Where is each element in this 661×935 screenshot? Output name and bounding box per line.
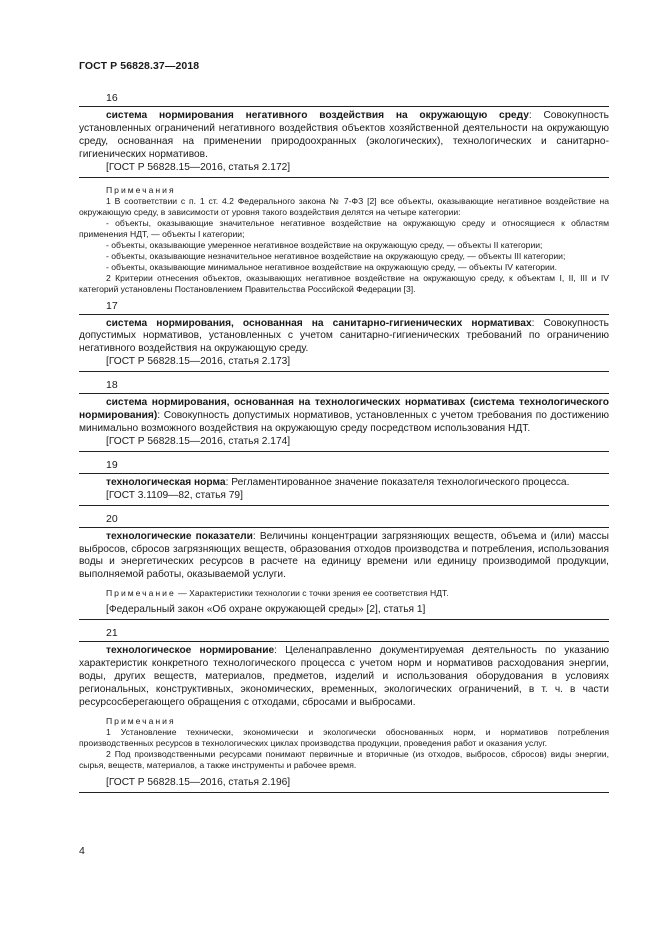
term-name: система нормирования, основанная на санитарно-гигиенических нормативах	[106, 317, 532, 329]
term-definition	[79, 645, 609, 710]
note-text: — Характеристики технологии с точки зрения ее соответствия НДТ.	[175, 588, 449, 599]
definition-text: : Регламентированное значение показателя технологического процесса.	[225, 476, 570, 488]
term-entry	[79, 393, 609, 452]
term-name: технологическая норма	[106, 476, 226, 488]
term-source: [ГОСТ Р 56828.15—2016, статья 2.196]	[106, 776, 291, 788]
note-line: - объекты, оказывающие значительное негативное воздействие на окружающую среду и относящиеся к областям применения НДТ, — объекты I категории;	[79, 217, 609, 239]
note-heading: Примечание	[106, 588, 176, 599]
term-source: [ГОСТ Р 56828.15—2016, статья 2.173]	[106, 356, 291, 368]
term-source: [Федеральный закон «Об охране окружающей среды» [2], статья 1]	[106, 604, 426, 616]
term-name: система нормирования негативного воздействия на окружающую среду	[106, 110, 529, 121]
notes-heading: Примечания	[106, 715, 176, 726]
page-number: 4	[79, 845, 85, 857]
note-line: - объекты, оказывающие незначительное негативное воздействие на окружающую среду, — объекты III категории;	[106, 250, 566, 261]
term-definition	[79, 397, 609, 436]
term-name: система нормирования, основанная на технологических нормативах (система технологического нормирования)	[79, 397, 609, 422]
note-line: - объекты, оказывающие умеренное негативное воздействие на окружающую среду, — объекты II категории;	[106, 239, 543, 250]
note-line: 1 Установление технически, экономически и экологически обоснованных норм, и нормативов потребления производственных ресурсов в технологических циклах производства продукции, проведения работ и оказания услуг.	[79, 726, 609, 748]
entry-number: 21	[106, 627, 118, 640]
note-line: 1 В соответствии с п. 1 ст. 4.2 Федерального закона № 7-ФЗ [2] все объекты, оказывающие негативное воздействие на окружающую среду, в зависимости от уровня такого воздействия делятся на четыре категории:	[79, 195, 609, 217]
term-entry	[79, 106, 609, 178]
definition-text: : Совокупность допустимых нормативов, установленных с учетом требования по достижению минимально возможного воздействия на окружающую среду посредством использования НДТ.	[79, 410, 609, 434]
entry-number: 19	[106, 458, 118, 471]
term-name: технологическое нормирование	[106, 645, 275, 657]
term-name: технологические показатели	[106, 530, 253, 542]
term-definition	[79, 531, 609, 583]
definition-text: : Величины концентрации загрязняющих веществ, объема и (или) массы выбросов, сбросов загрязняющих веществ, образования отходов производства и потребления, использования воды и энергетических ресурсов в расчете на единицу времени или единицу производимой продукции, выполняемой работы, оказываемой услуги.	[79, 530, 609, 581]
term-definition	[79, 318, 609, 357]
document-header: ГОСТ Р 56828.37—2018	[79, 60, 200, 72]
note-line	[79, 588, 609, 599]
term-source: [ГОСТ Р 56828.15—2016, статья 2.174]	[106, 435, 291, 447]
definition-text: : Совокупность установленных ограничений негативного воздействия объектов хозяйственной деятельности на окружающую среду, основанная на применении природоохранных (экологических), технологических и санитарно-гигиенических нормативов.	[79, 110, 609, 160]
definition-text: : Целенаправленно документируемая деятельность по указанию характеристик конкретного технологического процесса с учетом норм и нормативов расходования энергии, воды, других веществ, материалов, предметов, изделий и использования оборудования в условиях региональных, конструктивных, экономических, временных, экологических ограничений, в т. ч. в части ресурсосберегающего обращения с отходами, сбросами и выбросами.	[79, 645, 609, 708]
note-line: 2 Под производственными ресурсами понимают первичные и вторичные (из отходов, выбросов, сбросов) виды энергии, сырья, веществ, материалов, а также инструменты и рабочее время.	[79, 748, 609, 770]
notes-heading: Примечания	[106, 184, 176, 195]
term-source: [ГОСТ Р 56828.15—2016, статья 2.172]	[106, 161, 291, 173]
term-source: [ГОСТ 3.1109—82, статья 79]	[106, 489, 243, 501]
note-line: - объекты, оказывающие минимальное негативное воздействие на окружающую среду, — объекты IV категории.	[106, 261, 558, 272]
term-entry	[79, 473, 609, 506]
entry-number: 20	[106, 512, 118, 525]
term-entry	[79, 314, 609, 373]
note-line: 2 Критерии отнесения объектов, оказывающих негативное воздействие на окружающую среду, к объектам I, II, III и IV категорий установлены Постановлением Правительства Российской Федерации [3].	[79, 272, 609, 294]
term-entry	[79, 641, 609, 792]
definition-text: : Совокупность допустимых нормативов, установленных с учетом санитарно-гигиенических требований по ограничению негативного воздействия на окружающую среду.	[79, 317, 609, 355]
entry-number: 16	[106, 92, 118, 104]
term-definition	[79, 110, 609, 162]
document-content	[79, 92, 609, 800]
term-definition	[79, 477, 609, 490]
entry-number: 18	[106, 379, 118, 392]
term-entry	[79, 527, 609, 621]
entry-number: 17	[106, 299, 118, 312]
